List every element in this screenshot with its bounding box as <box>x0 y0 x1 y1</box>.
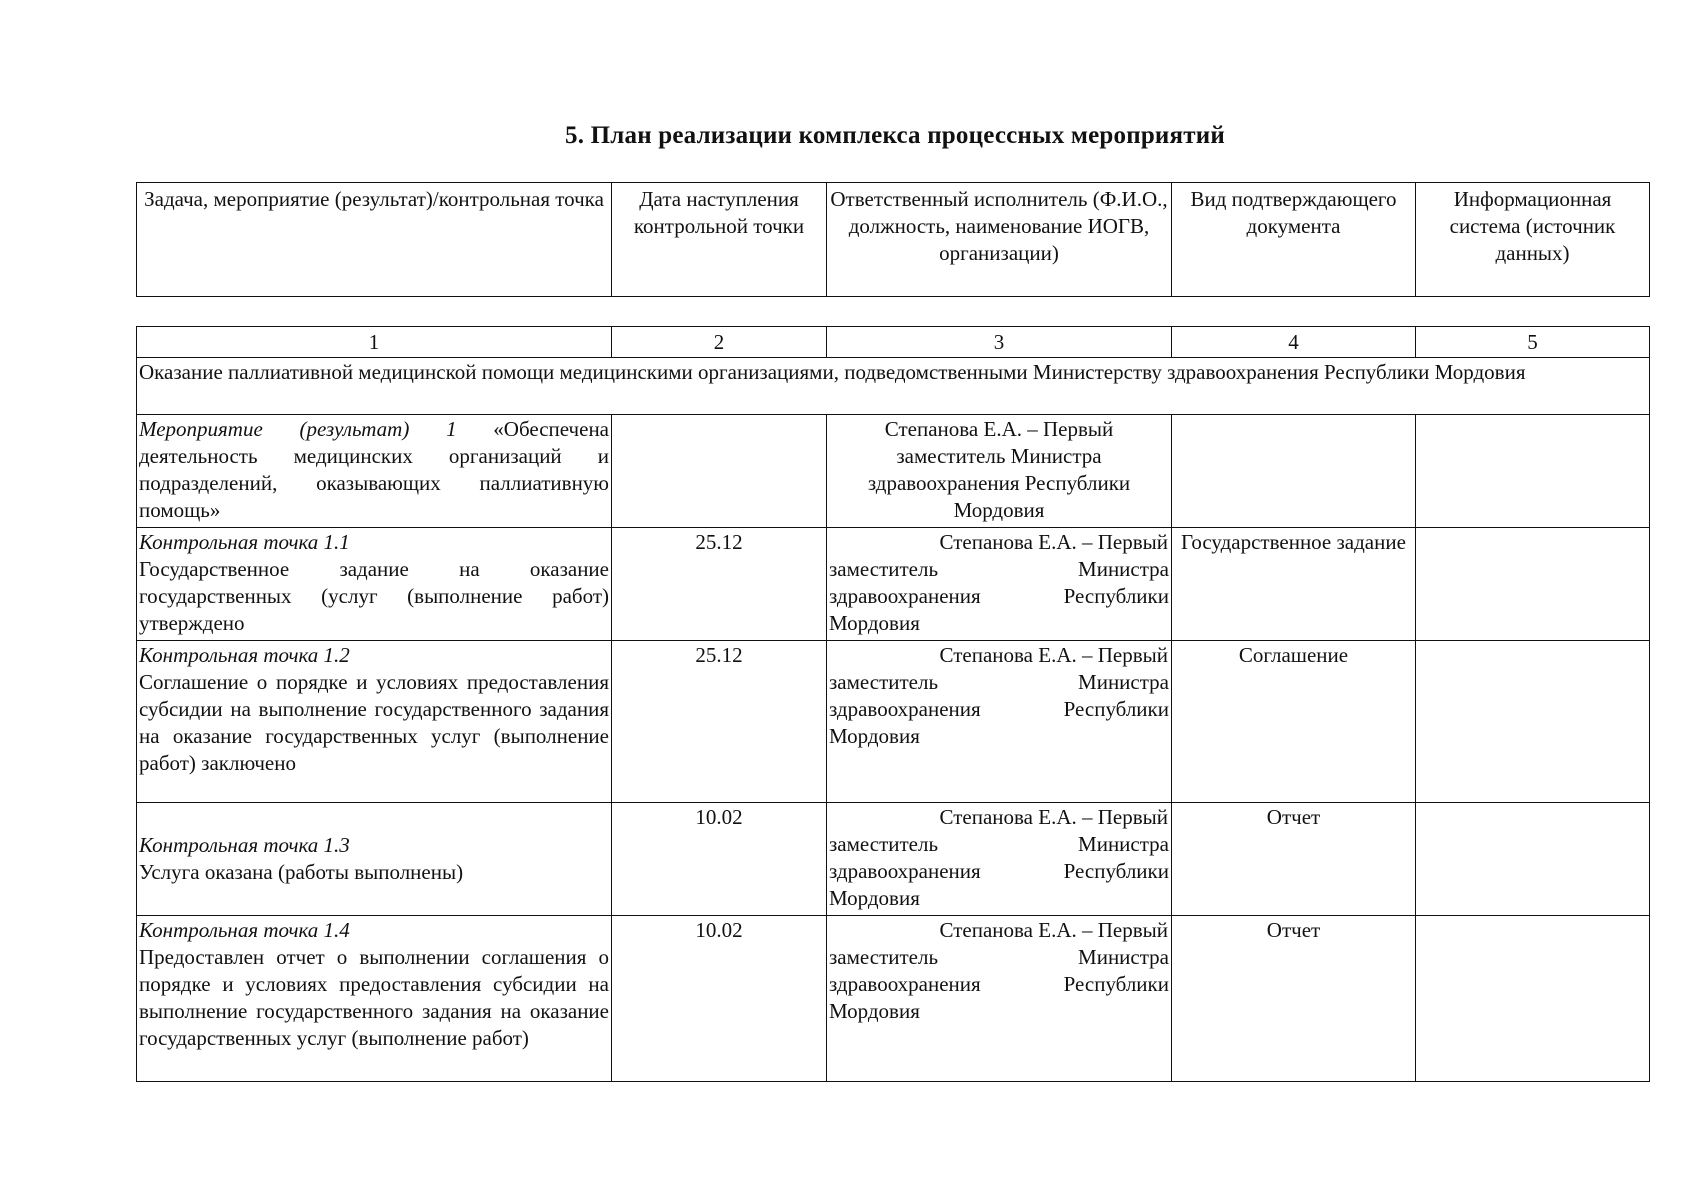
header-executor: Ответственный исполнитель (Ф.И.О., должность, наименование ИОГВ, организации) <box>827 183 1172 297</box>
executor-line: Степанова Е.А. – Первый <box>939 643 1168 667</box>
plan-table <box>136 326 1650 1082</box>
task-text: Услуга оказана (работы выполнены) <box>139 860 464 884</box>
task-label: Контрольная точка 1.3 <box>139 833 350 857</box>
executor-line: Мордовия <box>829 886 920 910</box>
document-cell: Отчет <box>1172 916 1416 1082</box>
executor-line-split <box>829 944 1169 971</box>
executor-line-split <box>829 583 1169 610</box>
task-text: Предоставлен отчет о выполнении соглашения о порядке и условиях предоставления субсидии на выполнение государственного задания на оказание государственных услуг (выполнение работ) <box>139 945 609 1050</box>
header-date: Дата наступления контрольной точки <box>612 183 827 297</box>
executor-line: Степанова Е.А. – Первый <box>939 530 1168 554</box>
info-system-cell <box>1416 528 1650 641</box>
executor-word: Республики <box>1063 859 1169 883</box>
executor-cell <box>827 415 1172 528</box>
executor-line: Степанова Е.А. – Первый <box>884 417 1114 441</box>
column-numbers-row <box>137 327 1650 358</box>
executor-line: Мордовия <box>829 999 920 1023</box>
task-label: Мероприятие (результат) 1 <box>139 417 457 441</box>
executor-word: Министра <box>1078 557 1169 581</box>
section-title: Оказание паллиативной медицинской помощи медицинскими организациями, подведомственными Министерству здравоохранения Республики Мордовия <box>137 358 1650 415</box>
executor-word: Министра <box>1078 945 1169 969</box>
executor-line: Степанова Е.А. – Первый <box>939 918 1168 942</box>
executor-word: Республики <box>1063 584 1169 608</box>
date-cell <box>612 415 827 528</box>
executor-word: здравоохранения <box>829 859 981 883</box>
document-cell: Отчет <box>1172 803 1416 916</box>
executor-cell <box>827 641 1172 803</box>
table-row <box>137 528 1650 641</box>
executor-line: Степанова Е.А. – Первый <box>939 805 1168 829</box>
executor-cell <box>827 916 1172 1082</box>
column-number: 5 <box>1416 327 1650 358</box>
executor-line: Мордовия <box>829 724 920 748</box>
executor-line: заместитель <box>896 444 1006 468</box>
section-row <box>137 358 1650 415</box>
executor-word: Республики <box>1063 697 1169 721</box>
executor-cell <box>827 803 1172 916</box>
header-row <box>137 183 1650 297</box>
info-system-cell <box>1416 916 1650 1082</box>
date-cell: 25.12 <box>612 528 827 641</box>
document-cell: Государственное задание <box>1172 528 1416 641</box>
column-number: 4 <box>1172 327 1416 358</box>
executor-line-split <box>829 556 1169 583</box>
column-number: 3 <box>827 327 1172 358</box>
column-number: 1 <box>137 327 612 358</box>
executor-line: Мордовия <box>953 498 1045 522</box>
page-title: 5. План реализации комплекса процессных мероприятий <box>565 122 1225 149</box>
task-label: Контрольная точка 1.1 <box>139 530 350 554</box>
date-cell: 10.02 <box>612 803 827 916</box>
task-cell <box>137 528 612 641</box>
executor-word: заместитель <box>829 670 939 694</box>
task-text: «Обеспечена деятельность медицинских организаций и подразделений, оказывающих паллиативную помощь» <box>139 417 609 522</box>
executor-word: Республики <box>1063 972 1169 996</box>
task-cell <box>137 641 612 803</box>
info-system-cell <box>1416 415 1650 528</box>
executor-line-split <box>829 696 1169 723</box>
executor-word: Министра <box>1078 832 1169 856</box>
executor-word: заместитель <box>829 557 939 581</box>
column-number: 2 <box>612 327 827 358</box>
executor-line: здравоохранения <box>867 471 1020 495</box>
date-cell: 10.02 <box>612 916 827 1082</box>
executor-word: Министра <box>1078 670 1169 694</box>
task-label: Контрольная точка 1.4 <box>139 918 350 942</box>
executor-cell <box>827 528 1172 641</box>
header-table <box>136 182 1650 297</box>
table-row <box>137 641 1650 803</box>
table-row <box>137 803 1650 916</box>
task-cell <box>137 803 612 916</box>
executor-word: здравоохранения <box>829 972 981 996</box>
executor-line-split <box>829 971 1169 998</box>
executor-line: Мордовия <box>829 611 920 635</box>
task-label: Контрольная точка 1.2 <box>139 643 350 667</box>
document-cell <box>1172 415 1416 528</box>
header-document: Вид подтверждающего документа <box>1172 183 1416 297</box>
executor-word: здравоохранения <box>829 697 981 721</box>
header-info-system: Информационная система (источник данных) <box>1416 183 1650 297</box>
document-cell: Соглашение <box>1172 641 1416 803</box>
executor-line-split <box>829 831 1169 858</box>
header-task: Задача, мероприятие (результат)/контрольная точка <box>137 183 612 297</box>
executor-line: Министра <box>1010 444 1102 468</box>
info-system-cell <box>1416 641 1650 803</box>
executor-word: заместитель <box>829 945 939 969</box>
task-cell <box>137 916 612 1082</box>
date-cell: 25.12 <box>612 641 827 803</box>
info-system-cell <box>1416 803 1650 916</box>
executor-word: здравоохранения <box>829 584 981 608</box>
table-row <box>137 415 1650 528</box>
task-cell <box>137 415 612 528</box>
task-text: Государственное задание на оказание государственных (услуг (выполнение работ) утверждено <box>139 557 609 635</box>
executor-line-split <box>829 669 1169 696</box>
executor-line-split <box>829 858 1169 885</box>
executor-word: заместитель <box>829 832 939 856</box>
task-text: Соглашение о порядке и условиях предоставления субсидии на выполнение государственного задания на оказание государственных услуг (выполнение работ) заключено <box>139 670 609 775</box>
executor-line: Республики <box>1024 471 1131 495</box>
table-row <box>137 916 1650 1082</box>
